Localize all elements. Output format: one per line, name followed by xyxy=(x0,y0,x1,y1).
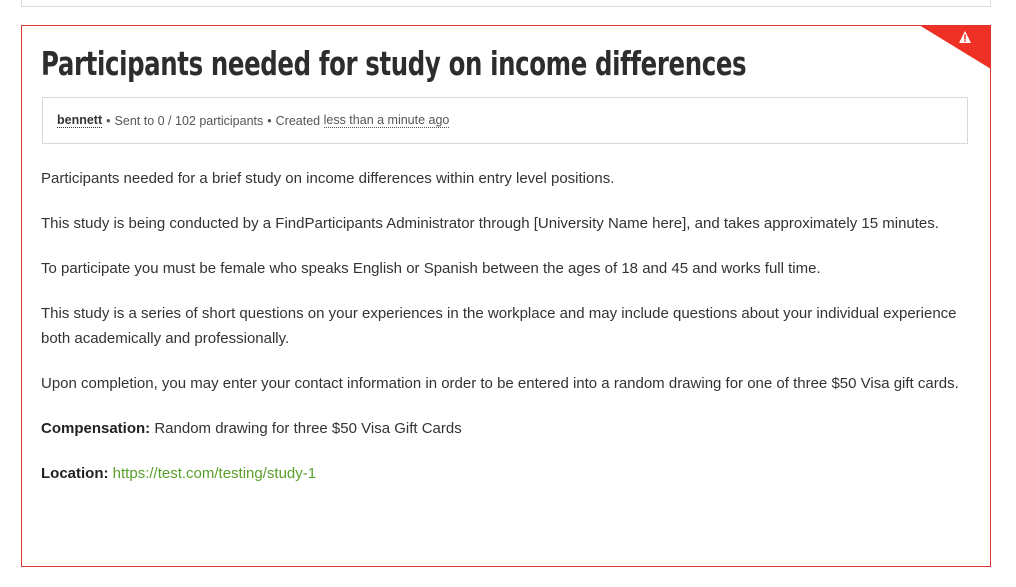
warning-icon xyxy=(919,25,991,69)
location-row xyxy=(41,461,961,486)
description-paragraph: This study is a series of short questions on your experiences in the workplace and may include questions about your individual experience both academically and professionally. xyxy=(41,305,957,347)
previous-card-edge xyxy=(21,0,991,7)
study-meta xyxy=(42,97,968,144)
compensation-row xyxy=(41,416,961,441)
created-label: Created xyxy=(275,113,321,128)
meta-separator: • xyxy=(106,113,111,128)
description-paragraph: Upon completion, you may enter your contact information in order to be entered into a random drawing for one of three $50 Visa gift cards. xyxy=(41,375,959,392)
author-link[interactable]: bennett xyxy=(57,113,103,127)
study-description xyxy=(41,166,961,506)
warning-flag[interactable] xyxy=(919,25,991,69)
description-paragraph: This study is being conducted by a FindParticipants Administrator through [University Name here], and takes approximately 15 minutes. xyxy=(41,215,939,232)
study-title: Participants needed for study on income differences xyxy=(41,44,747,83)
compensation-value: Random drawing for three $50 Visa Gift Cards xyxy=(154,420,462,437)
study-card xyxy=(21,25,991,567)
sent-count: Sent to 0 / 102 participants xyxy=(114,113,264,128)
description-paragraph: To participate you must be female who speaks English or Spanish between the ages of 18 and 45 and works full time. xyxy=(41,260,821,277)
meta-separator: • xyxy=(267,113,272,128)
created-time: less than a minute ago xyxy=(323,113,450,127)
description-paragraph: Participants needed for a brief study on income differences within entry level positions. xyxy=(41,170,615,187)
compensation-label: Compensation: xyxy=(41,420,151,437)
location-label: Location: xyxy=(41,465,109,482)
location-link[interactable]: https://test.com/testing/study-1 xyxy=(112,465,317,482)
